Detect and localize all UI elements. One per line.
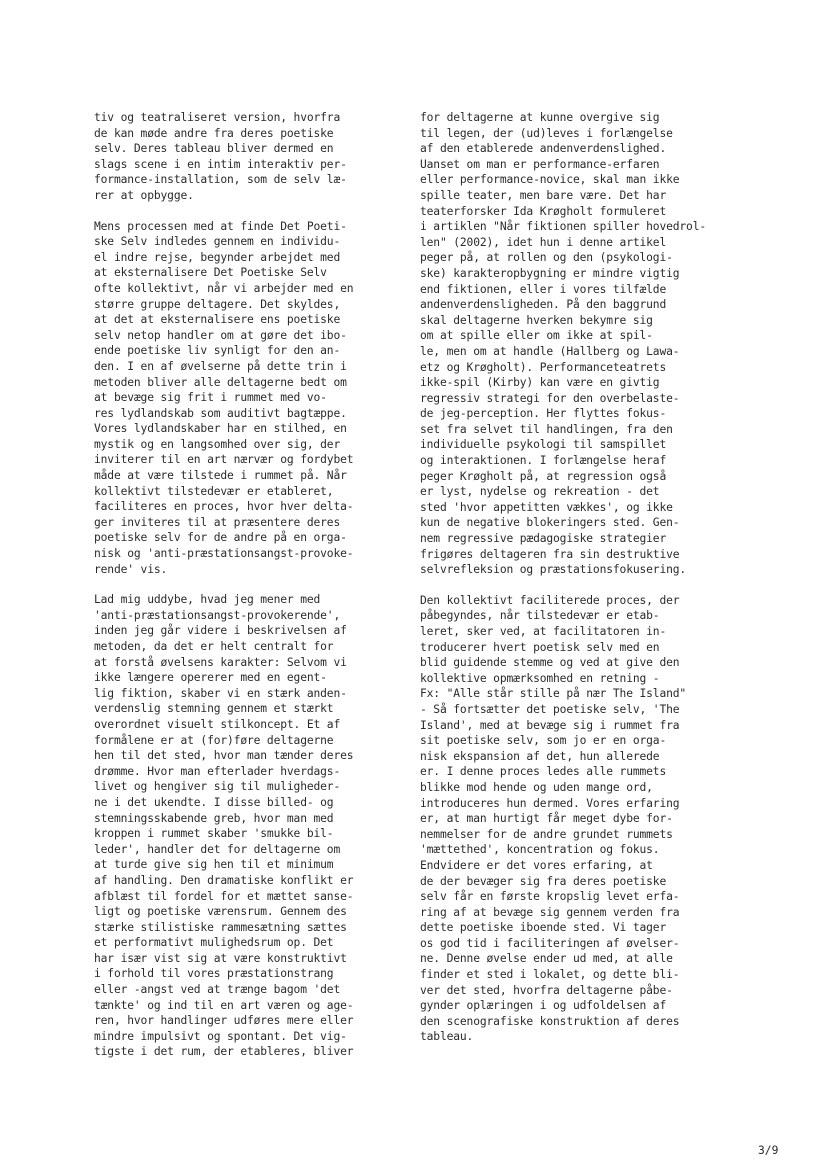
text-line: tableau.: [420, 1030, 474, 1044]
text-line: er, at man hurtigt får meget dybe for-: [420, 812, 673, 826]
text-line: den. I en af øvelserne på dette trin i: [94, 359, 347, 373]
text-line: selvrefleksion og præstationsfokusering.: [420, 563, 687, 577]
text-line: Lad mig uddybe, hvad jeg mener med: [94, 593, 321, 607]
page-number: 3/9: [758, 1144, 779, 1157]
text-line: tiv og teatraliseret version, hvorfra: [94, 111, 341, 124]
text-line: peger Krøgholt på, at regression også: [420, 469, 667, 483]
text-line: Island', med at bevæge sig i rummet fra: [420, 718, 680, 732]
text-line: Fx: "Alle står stille på nær The Island": [420, 687, 687, 701]
text-line: metoden bliver alle deltagerne bedt om: [94, 375, 347, 389]
text-line: metoden, da det er helt centralt for: [94, 640, 334, 653]
text-line: peger på, at rollen og den (psykologi-: [420, 251, 673, 265]
text-line: drømme. Hvor man efterlader hverdags-: [94, 764, 341, 778]
text-line: leret, sker ved, at facilitatoren in-: [420, 625, 667, 638]
text-line: ne. Denne øvelse ender ud med, at alle: [420, 952, 673, 966]
text-line: slags scene i en intim interaktiv per-: [94, 157, 347, 171]
text-line: inviterer til en art nærvær og fordybet: [94, 453, 354, 467]
text-line: eller -angst ved at trænge bagom 'det: [94, 983, 341, 997]
text-line: afblæst til fordel for et mættet sanse-: [94, 889, 354, 903]
text-line: mystik og en langsomhed over sig, der: [94, 437, 341, 451]
text-line: livet og hengiver sig til muligheder-: [94, 780, 341, 794]
paragraph: [94, 219, 414, 578]
text-line: formålene er at (for)føre deltagerne: [94, 733, 334, 747]
text-line: introduceres hun dermed. Vores erfaring: [420, 796, 680, 810]
text-line: er. I denne proces ledes alle rummets: [420, 765, 667, 779]
text-line: selv får en første kropslig levet erfa-: [420, 890, 680, 904]
text-line: de kan møde andre fra deres poetiske: [94, 126, 334, 140]
text-line: påbegyndes, når tilstedevær er etab-: [420, 609, 660, 623]
text-line: selv netop handler om at gøre det ibo-: [94, 328, 347, 342]
text-line: troducerer hvert poetisk selv med en: [420, 640, 660, 654]
text-line: nemmelser for de andre grundet rummets: [420, 827, 673, 841]
text-line: at det at eksternalisere ens poetiske: [94, 313, 341, 327]
text-line: overordnet visuelt stilkoncept. Et af: [94, 717, 341, 731]
text-line: inden jeg går videre i beskrivelsen af: [94, 624, 347, 638]
text-line: Vores lydlandskaber har en stilhed, en: [94, 422, 347, 436]
text-line: sit poetiske selv, som jo er en orga-: [420, 734, 667, 748]
text-line: sted 'hvor appetitten vækkes', og ikke: [420, 500, 673, 514]
text-line: faciliteres en proces, hvor hver delta-: [94, 500, 354, 514]
text-line: tænkte' og ind til en art væren og age-: [94, 998, 354, 1012]
text-line: 'anti-præstationsangst-provokerende',: [94, 608, 341, 622]
paragraph: [420, 110, 740, 578]
text-line: skal deltagerne hverken bekymre sig: [420, 313, 653, 327]
text-line: leder', handler det for deltagerne om: [94, 842, 341, 856]
text-line: andenverdensligheden. På den baggrund: [420, 298, 667, 312]
text-line: mindre impulsivt og spontant. Det vig-: [94, 1029, 347, 1043]
text-line: teaterforsker Ida Krøgholt formuleret: [420, 204, 667, 218]
text-line: stemningsskabende greb, hvor man med: [94, 811, 334, 825]
text-line: eller performance-novice, skal man ikke: [420, 173, 680, 187]
text-line: kollektive opmærksomhed en retning -: [420, 671, 660, 685]
text-line: Den kollektivt faciliterede proces, der: [420, 593, 680, 607]
text-line: er lyst, nydelse og rekreation - det: [420, 485, 660, 499]
text-line: ligt og poetiske værensrum. Gennem des: [94, 905, 347, 919]
text-line: af handling. Den dramatiske konflikt er: [94, 873, 354, 887]
text-line: i artiklen "Når fiktionen spiller hovedrol-: [420, 220, 707, 234]
text-line: kun de negative blokeringers sted. Gen-: [420, 516, 680, 530]
text-line: Endvidere er det vores erfaring, at: [420, 858, 653, 872]
text-line: individuelle psykologi til samspillet: [420, 438, 667, 452]
text-line: le, men om at handle (Hallberg og Lawa-: [420, 344, 680, 358]
text-line: lig fiktion, skaber vi en stærk anden-: [94, 686, 347, 700]
text-line: set fra selvet til handlingen, fra den: [420, 422, 673, 436]
paragraph: [420, 593, 740, 1045]
text-line: ne i det ukendte. I disse billed- og: [94, 795, 334, 809]
text-line: ikke længere opererer med en egent-: [94, 671, 327, 685]
text-line: i forhold til vores præstationstrang: [94, 967, 334, 981]
text-line: os god tid i faciliteringen af øvelser-: [420, 936, 680, 950]
text-line: måde at være tilstede i rummet på. Når: [94, 469, 347, 483]
text-line: ske Selv indledes gennem en individu-: [94, 235, 341, 249]
text-line: større gruppe deltagere. Det skyldes,: [94, 297, 341, 311]
text-line: res lydlandskab som auditivt bagtæppe.: [94, 406, 347, 420]
text-line: nem regressive pædagogiske strategier: [420, 532, 667, 546]
text-line: har især vist sig at være konstruktivt: [94, 951, 347, 965]
text-line: regressiv strategi for den overbelaste-: [420, 391, 680, 405]
right-text-column: [420, 110, 740, 1060]
text-line: et performativt mulighedsrum op. Det: [94, 936, 334, 950]
text-line: end fiktionen, eller i vores tilfælde: [420, 282, 667, 296]
text-line: gynder oplæringen i og udfoldelsen af: [420, 999, 667, 1013]
text-line: den scenografiske konstruktion af deres: [420, 1014, 680, 1028]
text-line: ring af at bevæge sig gennem verden fra: [420, 905, 680, 919]
text-line: de jeg-perception. Her flyttes fokus-: [420, 407, 667, 421]
text-line: om at spille eller om ikke at spil-: [420, 329, 653, 343]
text-line: hen til det sted, hvor man tænder deres: [94, 749, 354, 763]
text-line: blikke mod hende og uden mange ord,: [420, 780, 653, 794]
text-line: ikke-spil (Kirby) kan være en givtig: [420, 376, 660, 390]
text-line: formance-installation, som de selv læ-: [94, 173, 347, 187]
text-line: selv. Deres tableau bliver dermed en: [94, 142, 334, 156]
text-line: kroppen i rummet skaber 'smukke bil-: [94, 827, 334, 841]
text-line: ver det sted, hvorfra deltagerne påbe-: [420, 983, 673, 997]
text-line: nisk ekspansion af det, hun allerede: [420, 749, 660, 763]
text-line: 'mættethed', koncentration og fokus.: [420, 843, 660, 857]
text-line: til legen, der (ud)leves i forlængelse: [420, 126, 673, 140]
text-line: ofte kollektivt, når vi arbejder med en: [94, 281, 354, 295]
paragraph: [94, 110, 414, 204]
text-line: og interaktionen. I forlængelse heraf: [420, 454, 667, 468]
text-line: blid guidende stemme og ved at give den: [420, 656, 680, 670]
text-line: el indre rejse, begynder arbejdet med: [94, 250, 341, 264]
text-line: ende poetiske liv synligt for den an-: [94, 344, 341, 358]
text-line: at eksternalisere Det Poetiske Selv: [94, 266, 327, 280]
left-text-column: [94, 110, 414, 1075]
text-line: len" (2002), idet hun i denne artikel: [420, 235, 667, 249]
text-line: de der bevæger sig fra deres poetiske: [420, 874, 667, 888]
text-line: ren, hvor handlinger udføres mere eller: [94, 1014, 354, 1028]
text-line: stærke stilistiske rammesætning sættes: [94, 920, 347, 934]
text-line: at turde give sig hen til et minimum: [94, 858, 334, 872]
paragraph: [94, 592, 414, 1060]
text-line: af den etablerede andenverdenslighed.: [420, 142, 667, 156]
text-line: verdenslig stemning gennem et stærkt: [94, 702, 334, 716]
text-line: kollektivt tilstedevær er etableret,: [94, 484, 334, 498]
text-line: dette poetiske iboende sted. Vi tager: [420, 921, 667, 935]
text-line: at forstå øvelsens karakter: Selvom vi: [94, 655, 347, 669]
text-line: at bevæge sig frit i rummet med vo-: [94, 391, 327, 405]
text-line: - Så fortsætter det poetiske selv, 'The: [420, 702, 680, 716]
text-line: nisk og 'anti-præstationsangst-provoke-: [94, 547, 354, 561]
text-line: for deltagerne at kunne overgive sig: [420, 111, 660, 124]
text-line: spille teater, men bare være. Det har: [420, 188, 667, 202]
text-line: frigøres deltageren fra sin destruktive: [420, 547, 680, 561]
text-line: rer at opbygge.: [94, 188, 194, 202]
text-line: ske) karakteropbygning er mindre vigtig: [420, 266, 680, 280]
text-line: poetiske selv for de andre på en orga-: [94, 531, 347, 545]
text-line: finder et sted i lokalet, og dette bli-: [420, 968, 680, 982]
text-line: ger inviteres til at præsentere deres: [94, 515, 341, 529]
text-line: Mens processen med at finde Det Poeti-: [94, 219, 347, 233]
text-line: tigste i det rum, der etableres, bliver: [94, 1045, 354, 1059]
text-line: etz og Krøgholt). Performanceteatrets: [420, 360, 667, 374]
text-line: Uanset om man er performance-erfaren: [420, 157, 660, 171]
text-line: rende' vis.: [94, 562, 168, 576]
